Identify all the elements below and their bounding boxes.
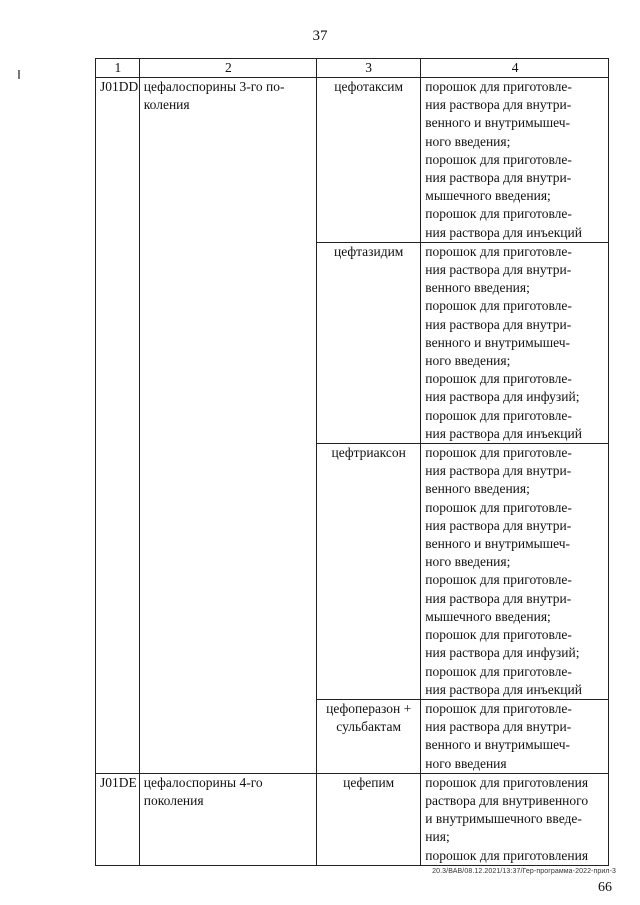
group-name-cell [139,773,316,865]
dosage-form-line: мышечного введения; [425,608,551,624]
dosage-form-line: раствора для внутривенного [425,792,589,808]
dosage-form-line: ния раствора для внутри- [425,97,572,113]
header-cell-1: 1 [96,59,140,78]
drug-name-line: сульбактам [336,719,402,735]
dosage-form-line: ного введения [425,755,507,771]
dosage-form-line: ния раствора для инъекций [425,224,582,240]
drug-name-cell [317,242,421,443]
dosage-form-line: ния раствора для внутри- [425,316,572,332]
dosage-form-line: порошок для приготовле- [425,243,572,259]
dosage-form-line: порошок для приготовле- [425,151,572,167]
header-cell-3: 3 [317,59,421,78]
dosage-form-line: венного введения; [425,481,530,497]
group-name-line: цефалоспорины 4-го [143,774,263,790]
drug-name-cell [317,78,421,243]
table-row [96,78,609,243]
atc-code-cell: J01DE [96,773,140,865]
group-name-cell [139,78,316,774]
dosage-form-line: порошок для приготовления [425,847,589,863]
dosage-form-line: порошок для приготовления [425,774,589,790]
drug-name-line: цефотаксим [334,79,404,94]
drug-name-line: цефтриаксон [331,445,406,461]
margin-mark [18,70,20,79]
dosage-form-cell [421,773,609,865]
page-number-bottom: 66 [598,880,612,895]
drug-name-line: цефоперазон + [326,700,412,716]
drug-name-cell [317,773,421,865]
dosage-form-line: порошок для приготовле- [425,700,572,716]
dosage-form-cell [421,78,609,243]
dosage-form-line: порошок для приготовле- [425,407,572,423]
dosage-form-line: ния раствора для внутри- [425,463,572,479]
drug-name-cell [317,444,421,700]
dosage-form-line: ния раствора для внутри- [425,517,572,533]
dosage-form-line: венного и внутримышеч- [425,737,571,753]
atc-code-cell: J01DD [96,78,140,774]
dosage-form-line: ния раствора для инъекций [425,425,582,441]
dosage-form-line: и внутримышечного введе- [425,811,582,827]
dosage-form-line: венного и внутримышеч- [425,536,571,552]
dosage-form-line: порошок для приготовле- [425,206,572,222]
header-cell-2: 2 [139,59,316,78]
dosage-form-line: венного введения; [425,280,530,296]
drug-table [95,58,609,866]
dosage-form-line: ния раствора для инфузий; [425,389,580,405]
dosage-form-line: ния раствора для внутри- [425,590,572,606]
dosage-form-line: ния раствора для инъекций [425,681,582,697]
dosage-form-line: порошок для приготовле- [425,79,572,94]
dosage-form-line: ния раствора для внутри- [425,262,572,278]
group-name-line: цефалоспорины 3-го по- [143,79,285,94]
group-name-line: коления [143,97,190,113]
dosage-form-line: ного введения; [425,353,511,369]
page-number-top: 37 [312,28,328,44]
dosage-form-cell [421,242,609,443]
dosage-form-line: ного введения; [425,133,511,149]
dosage-form-line: порошок для приготовле- [425,371,572,387]
dosage-form-cell [421,699,609,773]
dosage-form-line: порошок для приготовле- [425,627,572,643]
table-header-row [96,59,609,78]
dosage-form-line: ния раствора для инфузий; [425,645,580,661]
dosage-form-line: ния; [425,829,450,845]
dosage-form-line: ного введения; [425,554,511,570]
table-row [96,773,609,865]
dosage-form-line: порошок для приготовле- [425,445,572,461]
dosage-form-line: порошок для приготовле- [425,298,572,314]
dosage-form-line: ния раствора для внутри- [425,719,572,735]
dosage-form-line: мышечного введения; [425,188,551,204]
drug-name-cell [317,699,421,773]
document-footer-code: 20.3/ВАВ/08.12.2021/13:37/Гер-программа-2022-прил-3 [432,868,616,875]
group-name-line: поколения [143,792,204,808]
drug-name-line: цефепим [343,774,395,790]
dosage-form-line: ния раствора для внутри- [425,170,572,186]
dosage-form-line: венного и внутримышеч- [425,334,571,350]
dosage-form-cell [421,444,609,700]
dosage-form-line: венного и внутримышеч- [425,115,571,131]
dosage-form-line: порошок для приготовле- [425,572,572,588]
dosage-form-line: порошок для приготовле- [425,663,572,679]
header-cell-4: 4 [421,59,609,78]
drug-name-line: цефтазидим [333,243,404,259]
dosage-form-line: порошок для приготовле- [425,499,572,515]
